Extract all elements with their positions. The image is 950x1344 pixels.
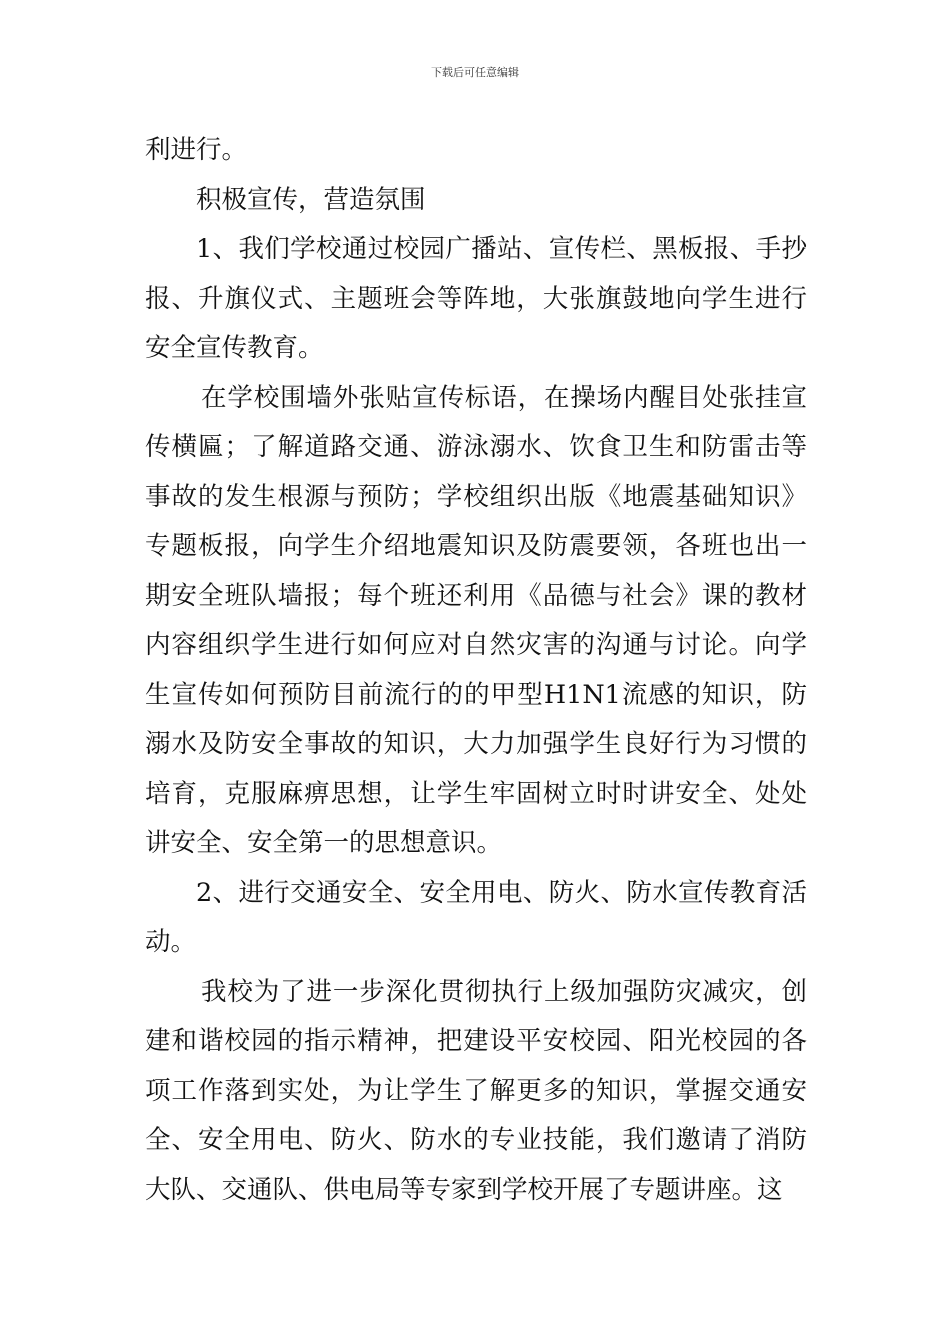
page-header: 下载后可任意编辑 bbox=[431, 66, 519, 79]
paragraph-continuation: 利进行。 bbox=[145, 135, 248, 165]
paragraph-item-1: 1、我们学校通过校园广播站、宣传栏、黑板报、手抄报、升旗仪式、主题班会等阵地，大张旗鼓地向学生进行安全宣传教育。 bbox=[145, 234, 807, 363]
paragraph-item-2: 2、进行交通安全、安全用电、防火、防水宣传教育活动。 bbox=[145, 877, 807, 957]
paragraph-lectures: 我校为了进一步深化贯彻执行上级加强防灾减灾，创建和谐校园的指示精神，把建设平安校园、阳光校园的各项工作落到实处，为让学生了解更多的知识，掌握交通安全、安全用电、防火、防水的专业技能，我们邀请了消防大队、交通队、供电局等专家到学校开展了专题讲座。这 bbox=[145, 976, 807, 1205]
section-heading: 积极宣传，营造氛围 bbox=[196, 184, 426, 215]
paragraph-publicity: 在学校围墙外张贴宣传标语，在操场内醒目处张挂宣传横匾；了解道路交通、游泳溺水、饮食卫生和防雷击等事故的发生根源与预防；学校组织出版《地震基础知识》专题板报，向学生介绍地震知识及防震要领，各班也出一期安全班队墙报；每个班还利用《品德与社会》课的教材内容组织学生进行如何应对自然灾害的沟通与讨论。向学生宣传如何预防目前流行的的甲型H1N1流感的知识，防溺水及防安全事故的知识，大力加强学生良好行为习惯的培育，克服麻痹思想，让学生牢固树立时时讲安全、处处讲安全、安全第一的思想意识。 bbox=[145, 382, 807, 858]
document-body bbox=[145, 126, 807, 1215]
